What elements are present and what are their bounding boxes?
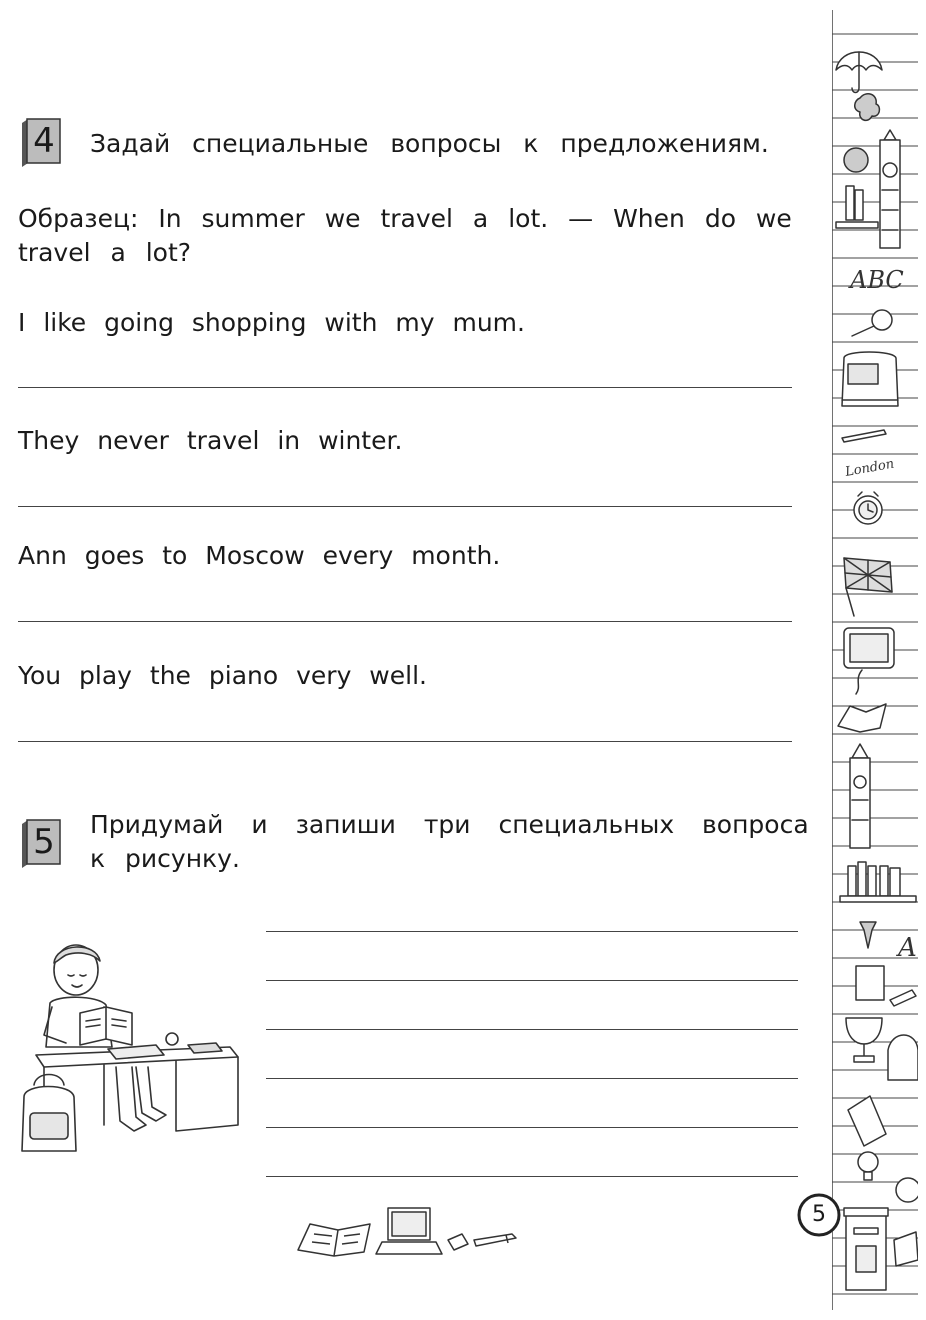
- decorative-side-strip: [832, 10, 918, 1310]
- answer-line-2[interactable]: [18, 506, 792, 507]
- london-text: London: [844, 456, 896, 480]
- example-line-1: Образец: In summer we travel a lot. — When do we: [18, 204, 792, 233]
- backpack-icon: [842, 352, 898, 406]
- task-number: 4: [33, 121, 55, 161]
- writing-line-4[interactable]: [266, 1078, 798, 1079]
- big-ben-icon: [850, 744, 870, 848]
- books-icon: [840, 862, 916, 902]
- boy-at-desk-illustration: [16, 935, 248, 1157]
- open-book-icon: [838, 704, 886, 732]
- task-number: 5: [33, 822, 55, 862]
- cup-icon: [846, 1018, 882, 1062]
- answer-line-3[interactable]: [18, 621, 792, 622]
- eraser-icon: [448, 1234, 468, 1250]
- writing-line-6[interactable]: [266, 1176, 798, 1177]
- answer-line-1[interactable]: [18, 387, 792, 388]
- sentence-4: You play the piano very well.: [18, 661, 427, 690]
- page-number: 5: [812, 1202, 826, 1227]
- task-4-instruction: Задай специальные вопросы к предложениям.: [90, 129, 769, 158]
- example-line-2: travel a lot?: [18, 238, 192, 267]
- task-5-instruction-line-2: к рисунку.: [90, 844, 240, 873]
- writing-line-1[interactable]: [266, 931, 798, 932]
- letter-a-text: A: [898, 933, 917, 963]
- writing-line-3[interactable]: [266, 1029, 798, 1030]
- sentence-3: Ann goes to Moscow every month.: [18, 541, 501, 570]
- task-4-badge: [18, 117, 62, 169]
- big-ben-icon: [880, 130, 900, 248]
- pencil-icon: [474, 1234, 516, 1246]
- school-items-illustration: [294, 1200, 524, 1262]
- pencil-icon: [842, 430, 886, 442]
- flag-icon: [844, 558, 892, 616]
- lightbulb-icon: [858, 1152, 878, 1180]
- clock-icon: [854, 492, 882, 524]
- sentence-1: I like going shopping with my mum.: [18, 308, 525, 337]
- tablet-icon: [844, 628, 894, 694]
- answer-line-4[interactable]: [18, 741, 792, 742]
- writing-line-5[interactable]: [266, 1127, 798, 1128]
- task-5-badge: [18, 818, 62, 870]
- abc-text: ABC: [850, 266, 904, 294]
- umbrella-icon: [836, 52, 882, 93]
- writing-line-2[interactable]: [266, 980, 798, 981]
- books-icon: [836, 186, 878, 228]
- sentence-2: They never travel in winter.: [18, 426, 403, 455]
- postbox-icon: [844, 1208, 888, 1290]
- task-5-instruction-line-1: Придумай и запиши три специальных вопроса: [90, 810, 809, 839]
